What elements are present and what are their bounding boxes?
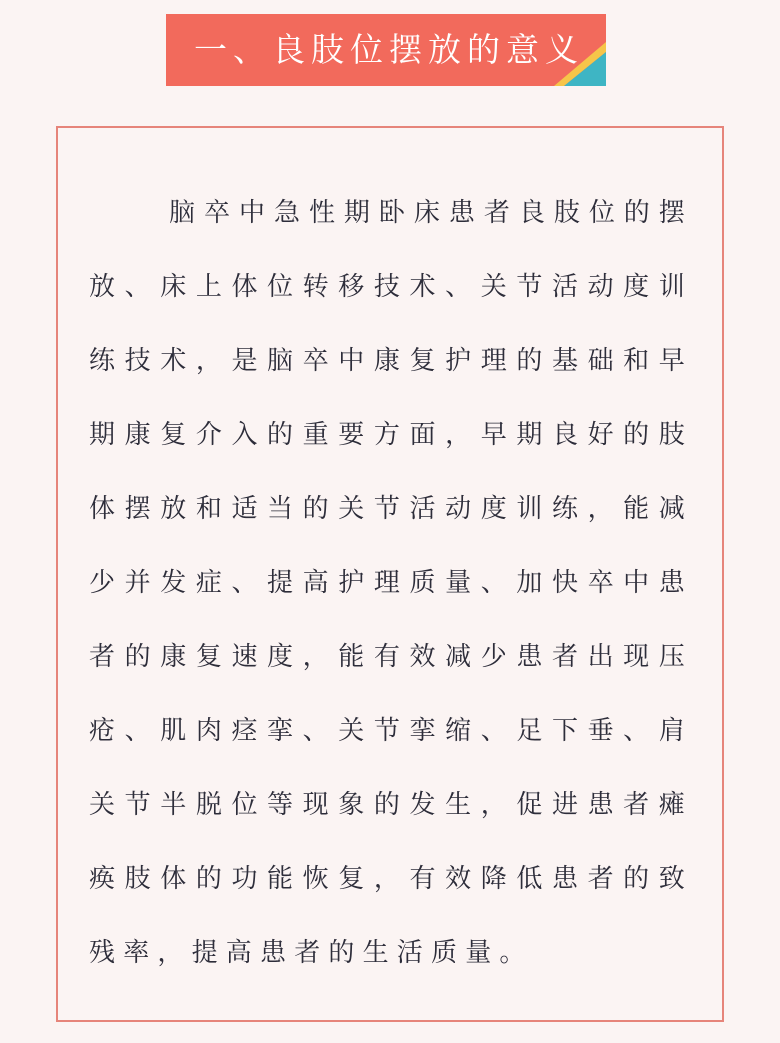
corner-decoration-icon [554, 42, 606, 86]
section-title-banner [166, 14, 606, 86]
body-paragraph: 脑卒中急性期卧床患者良肢位的摆放、床上体位转移技术、关节活动度训练技术，是脑卒中康复护理的基础和早期康复介入的重要方面，早期良好的肢体摆放和适当的关节活动度训练，能减少并发症、提高护理质量、加快卒中患者的康复速度，能有效减少患者出现压疮、肌肉痉挛、关节挛缩、足下垂、肩关节半脱位等现象的发生，促进患者瘫痪肢体的功能恢复，有效降低患者的致残率，提高患者的生活质量。 [89, 198, 693, 968]
section-title: 一、良肢位摆放的意义 [194, 30, 584, 69]
content-frame [56, 126, 724, 1022]
